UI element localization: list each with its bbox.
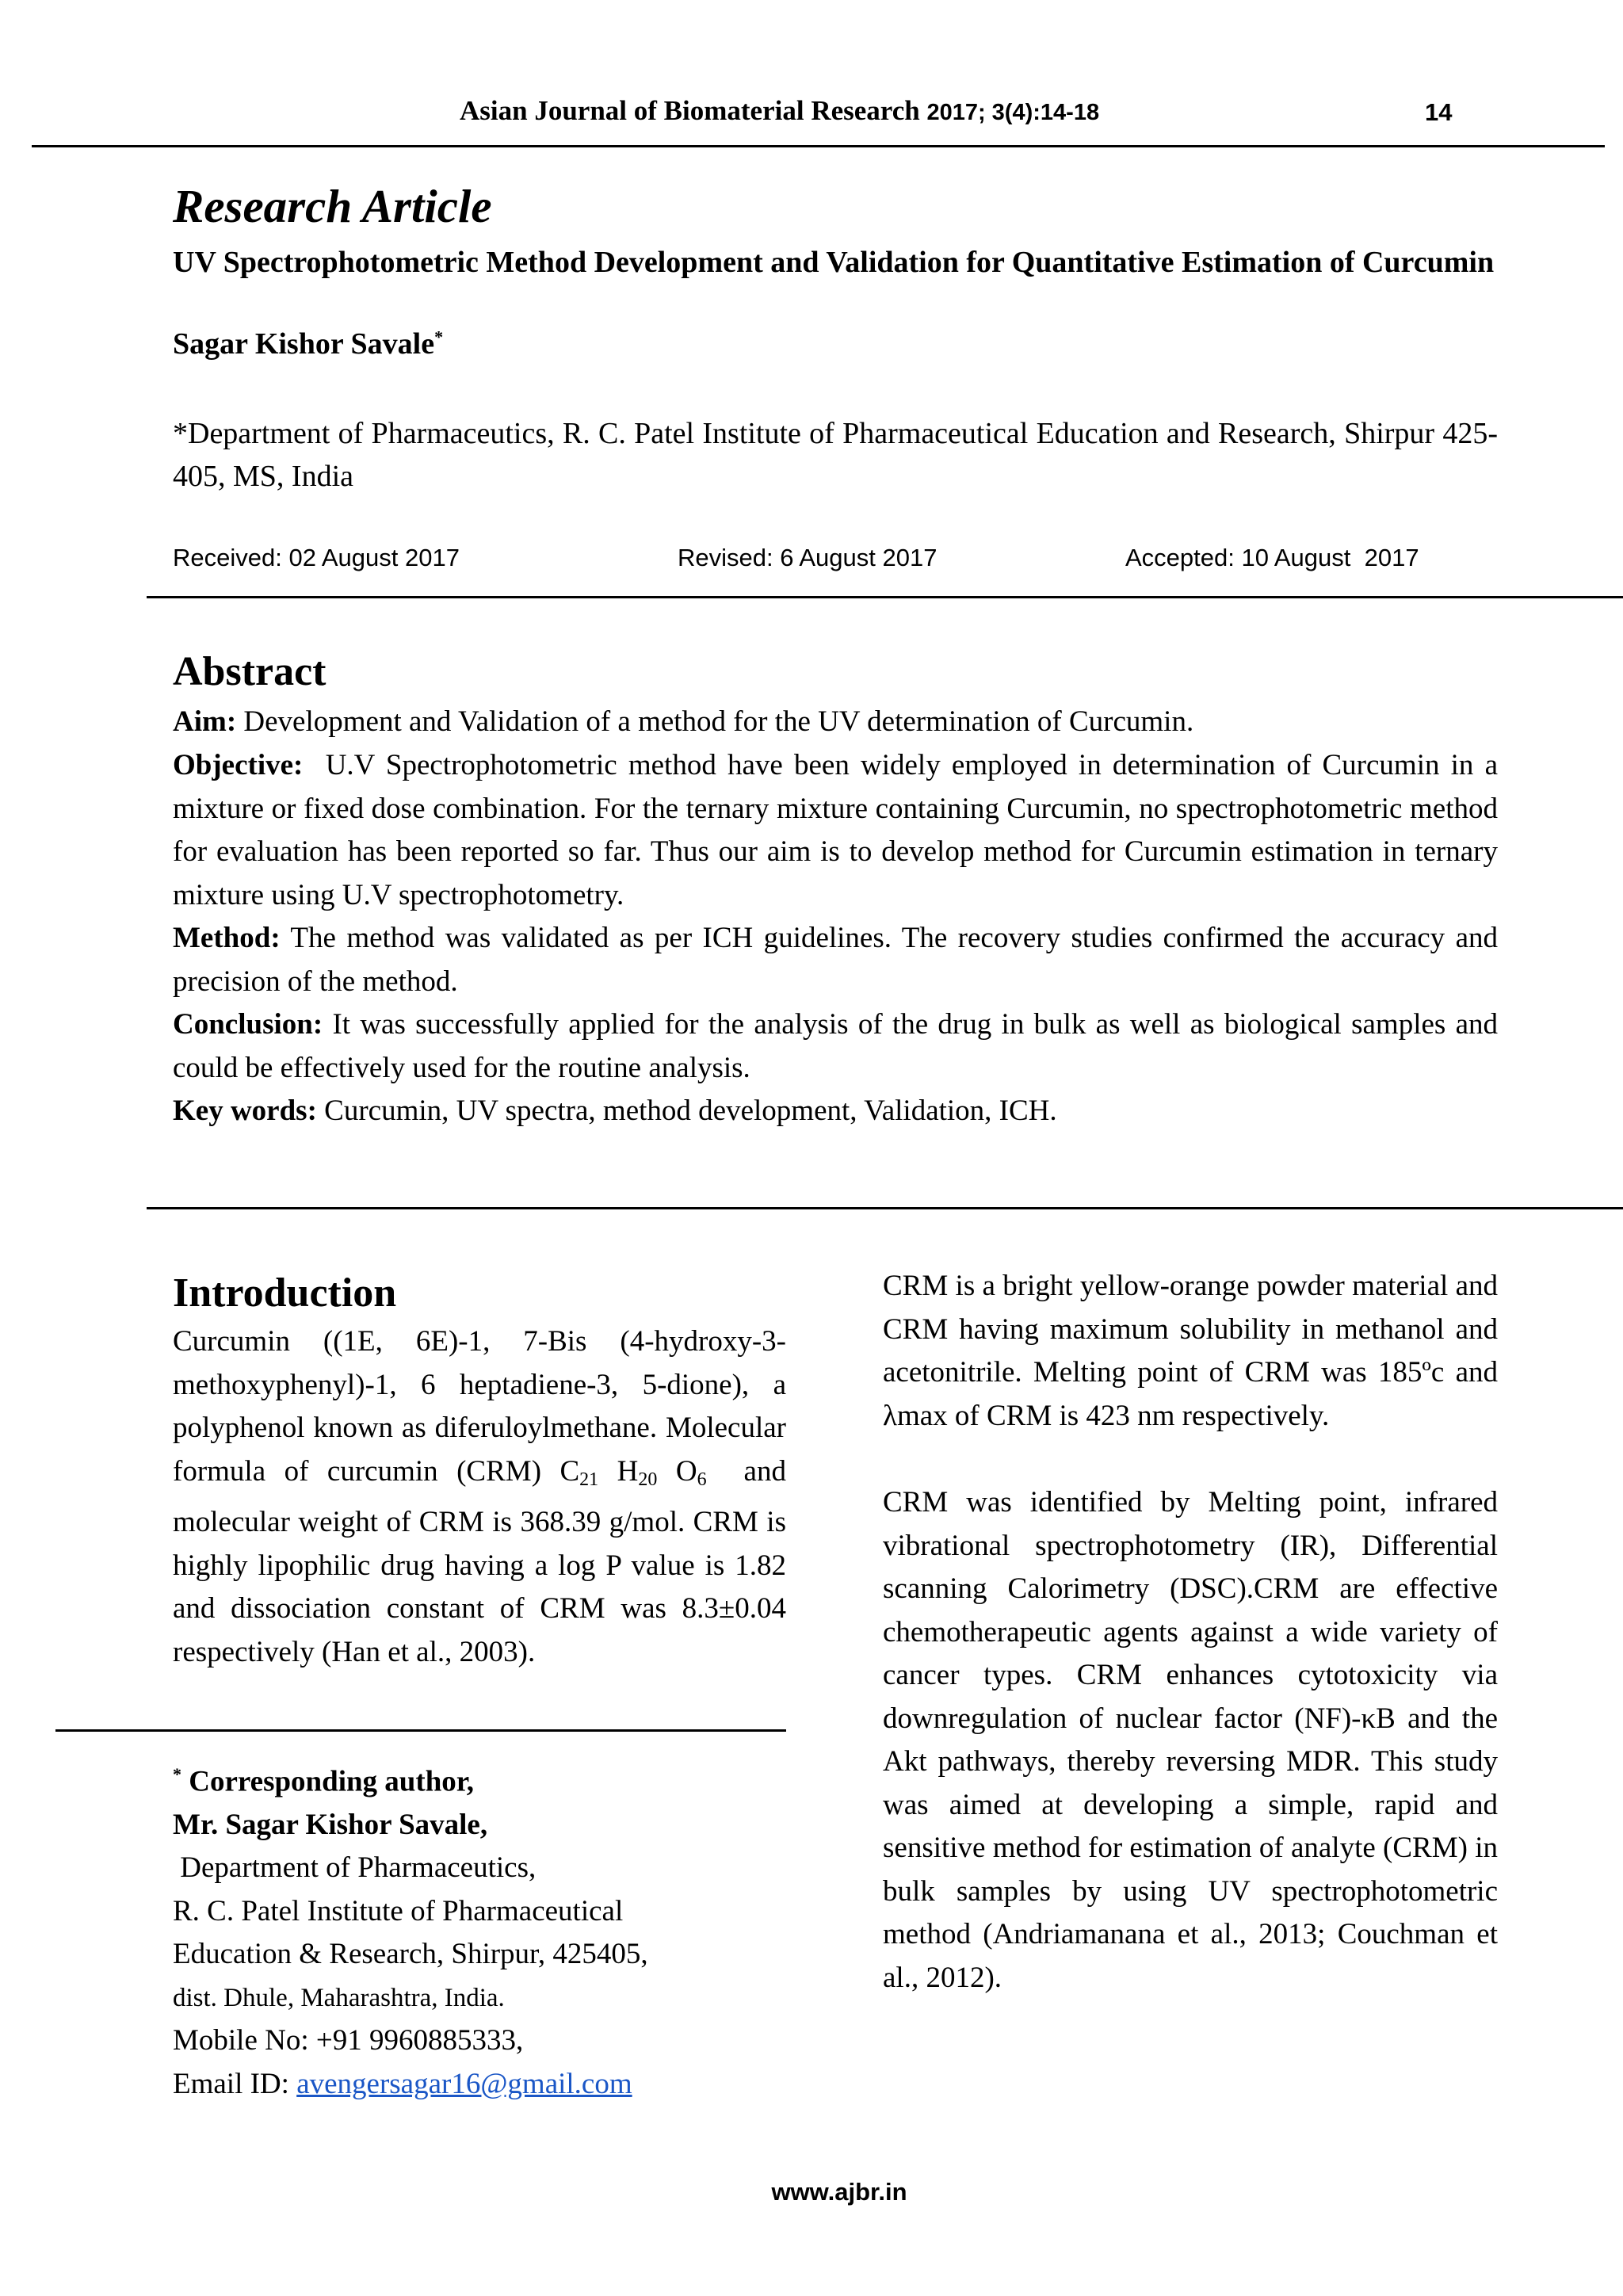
dates-rule [147,596,1623,598]
corresponding-author-title: * Corresponding author, [173,1764,475,1798]
article-type: Research Article [173,180,492,232]
abstract-rule [147,1207,1623,1209]
introduction-right-paragraph-1: CRM is a bright yellow-orange powder material and CRM having maximum solubility in methanol and acetonitrile. Melting point of CRM was 185ºc and λmax of CRM is 423 nm respectively. [883,1270,1498,1432]
corresponding-address: Education & Research, Shirpur, 425405, [173,1938,648,1971]
volume-info: 2017; 3(4):14-18 [926,100,1100,125]
header-rule [32,145,1605,147]
corresponding-institute: R. C. Patel Institute of Pharmaceutical [173,1894,624,1927]
author-name: Sagar Kishor Savale* [173,327,444,361]
footnote-rule [55,1729,786,1732]
corresponding-author-name: Mr. Sagar Kishor Savale, [173,1808,488,1841]
affiliation: *Department of Pharmaceutics, R. C. Patel Institute of Pharmaceutical Education and Research, Shirpur 425-405, MS, India [173,417,1498,493]
introduction-right-paragraph-2: CRM was identified by Melting point, infrared vibrational spectrophotometry (IR), Differential scanning Calorimetry (DSC).CRM are effective chemotherapeutic agents against a wide variety of cancer types. CRM enhances cytotoxicity via downregulation of nuclear factor (NF)-κB and the Akt pathways, thereby reversing MDR. This study was aimed at developing a simple, rapid and sensitive method for estimation of analyte (CRM) in bulk samples by using UV spectrophotometric method (Andriamanana et al., 2013; Couchman et al., 2012). [883,1486,1498,1994]
abstract-method: Method: The method was validated as per ICH guidelines. The recovery studies confirmed the accuracy and precision of the method. [173,922,1498,998]
received-date: Received: 02 August 2017 [173,544,460,571]
article-title: UV Spectrophotometric Method Development and Validation for Quantitative Estimation of Curcumin [173,246,1495,279]
corresponding-dept: Department of Pharmaceutics, [173,1851,537,1885]
revised-date: Revised: 6 August 2017 [678,544,938,571]
accepted-date: Accepted: 10 August 2017 [1125,544,1419,571]
email-link[interactable]: avengersagar16@gmail.com [296,2067,632,2100]
running-header [0,95,1623,139]
corresponding-mobile: Mobile No: +91 9960885333, [173,2024,524,2057]
abstract-objective: Objective: U.V Spectrophotometric method have been widely employed in determination of Curcumin in a mixture or fixed dose combination. For the ternary mixture containing Curcumin, no spectrophotometric method for evaluation has been reported so far. Thus our aim is to develop method for Curcumin estimation in ternary mixture using U.V spectrophotometry. [173,749,1506,911]
journal-name: Asian Journal of Biomaterial Research 2017; 3(4):14-18 [460,95,1100,126]
abstract-heading: Abstract [173,649,327,694]
author-mark: * [434,327,444,347]
corresponding-author-block [173,1753,807,2106]
abstract-aim: Aim: Development and Validation of a method for the UV determination of Curcumin. [173,705,1194,738]
abstract-keywords: Key words: Curcumin, UV spectra, method development, Validation, ICH. [173,1095,1057,1127]
introduction-paragraph: Curcumin ((1E, 6E)-1, 7-Bis (4-hydroxy-3-methoxyphenyl)-1, 6 heptadiene-3, 5-dione), a polyphenol known as diferuloylmethane. Molecular formula of curcumin (CRM) $C_{21}$ $H_{20}$ $O_6$ and molecular weight of CRM is 368.39 g/mol. CRM is highly lipophilic drug having a log P value is 1.82 and dissociation constant of CRM was 8.3±0.04 respectively (Han et al., 2003). [173,1325,794,1668]
corresponding-district: dist. Dhule, Maharashtra, India. [173,1983,505,2012]
abstract-conclusion: Conclusion: It was successfully applied for the analysis of the drug in bulk as well as biological samples and could be effectively used for the routine analysis. [173,1008,1498,1084]
footer-url: www.ajbr.in [771,2178,907,2206]
introduction-heading: Introduction [173,1270,397,1316]
corresponding-email: Email ID: avengersagar16@gmail.com [173,2067,632,2100]
page-number: 14 [1425,98,1453,126]
